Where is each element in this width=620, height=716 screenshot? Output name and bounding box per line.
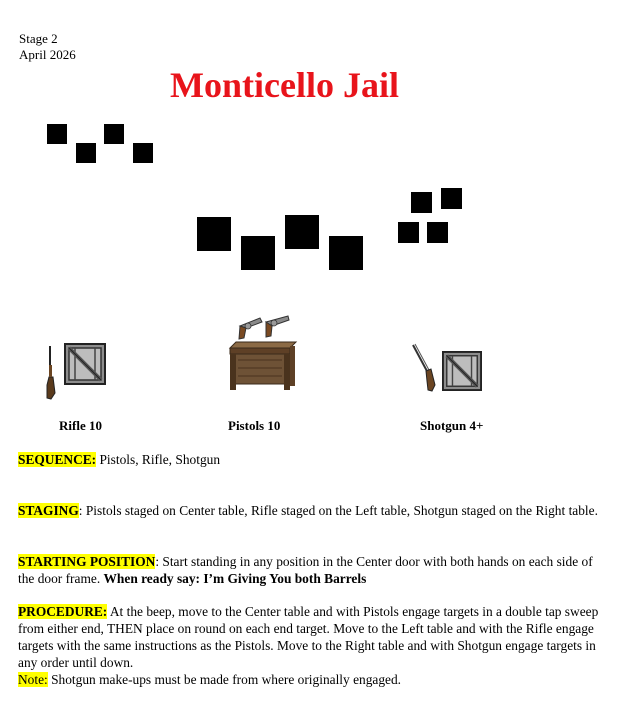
procedure-label: PROCEDURE: bbox=[18, 604, 108, 619]
staging-text: : Pistols staged on Center table, Rifle staged on the Left table, Shotgun staged on the Right table. bbox=[78, 503, 598, 518]
target bbox=[197, 217, 231, 251]
target bbox=[398, 222, 419, 243]
starting-position-text: : Start standing in any position in the Center door with both hands on each side of the door frame. bbox=[18, 554, 593, 586]
note-label: Note: bbox=[18, 672, 48, 687]
page-title: Monticello Jail bbox=[170, 65, 399, 105]
stage-date: April 2026 bbox=[19, 47, 76, 62]
right-table bbox=[410, 343, 485, 395]
procedure-text: At the beep, move to the Center table and with Pistols engage targets in a double tap sweep from either end, THEN place on round on each end target. Move to the Left table and with the Rifle engage targets with the same instructions as the Pistols. Move to the Right table and with Shotgun engage targets in any order until down. bbox=[18, 604, 599, 670]
ready-line: When ready say: I’m Giving You both Barrels bbox=[103, 571, 367, 586]
shotgun-label: Shotgun 4+ bbox=[420, 418, 484, 433]
revolvers-icon bbox=[226, 312, 298, 392]
target bbox=[427, 222, 448, 243]
sequence-label: SEQUENCE: bbox=[18, 452, 97, 467]
pistols-label: Pistols 10 bbox=[228, 418, 281, 433]
target bbox=[285, 215, 319, 249]
crate-icon bbox=[64, 343, 106, 385]
procedure-paragraph bbox=[18, 603, 604, 688]
sequence-text: Pistols, Rifle, Shotgun bbox=[96, 452, 221, 467]
center-table bbox=[226, 312, 298, 392]
target bbox=[329, 236, 363, 270]
sequence-paragraph bbox=[18, 451, 604, 468]
note-text: Shotgun make-ups must be made from where originally engaged. bbox=[47, 672, 402, 687]
target bbox=[47, 124, 67, 144]
crate-icon bbox=[441, 351, 483, 391]
staging-label: STAGING bbox=[18, 503, 79, 518]
staging-paragraph bbox=[18, 502, 604, 519]
target bbox=[133, 143, 153, 163]
target bbox=[104, 124, 124, 144]
starting-position-paragraph bbox=[18, 553, 604, 587]
stage-header bbox=[19, 31, 76, 63]
stage-number: Stage 2 bbox=[19, 31, 58, 46]
target bbox=[76, 143, 96, 163]
left-table bbox=[40, 343, 110, 401]
target bbox=[411, 192, 432, 213]
rifle-label: Rifle 10 bbox=[59, 418, 102, 433]
target bbox=[441, 188, 462, 209]
starting-position-label: STARTING POSITION bbox=[18, 554, 156, 569]
target bbox=[241, 236, 275, 270]
